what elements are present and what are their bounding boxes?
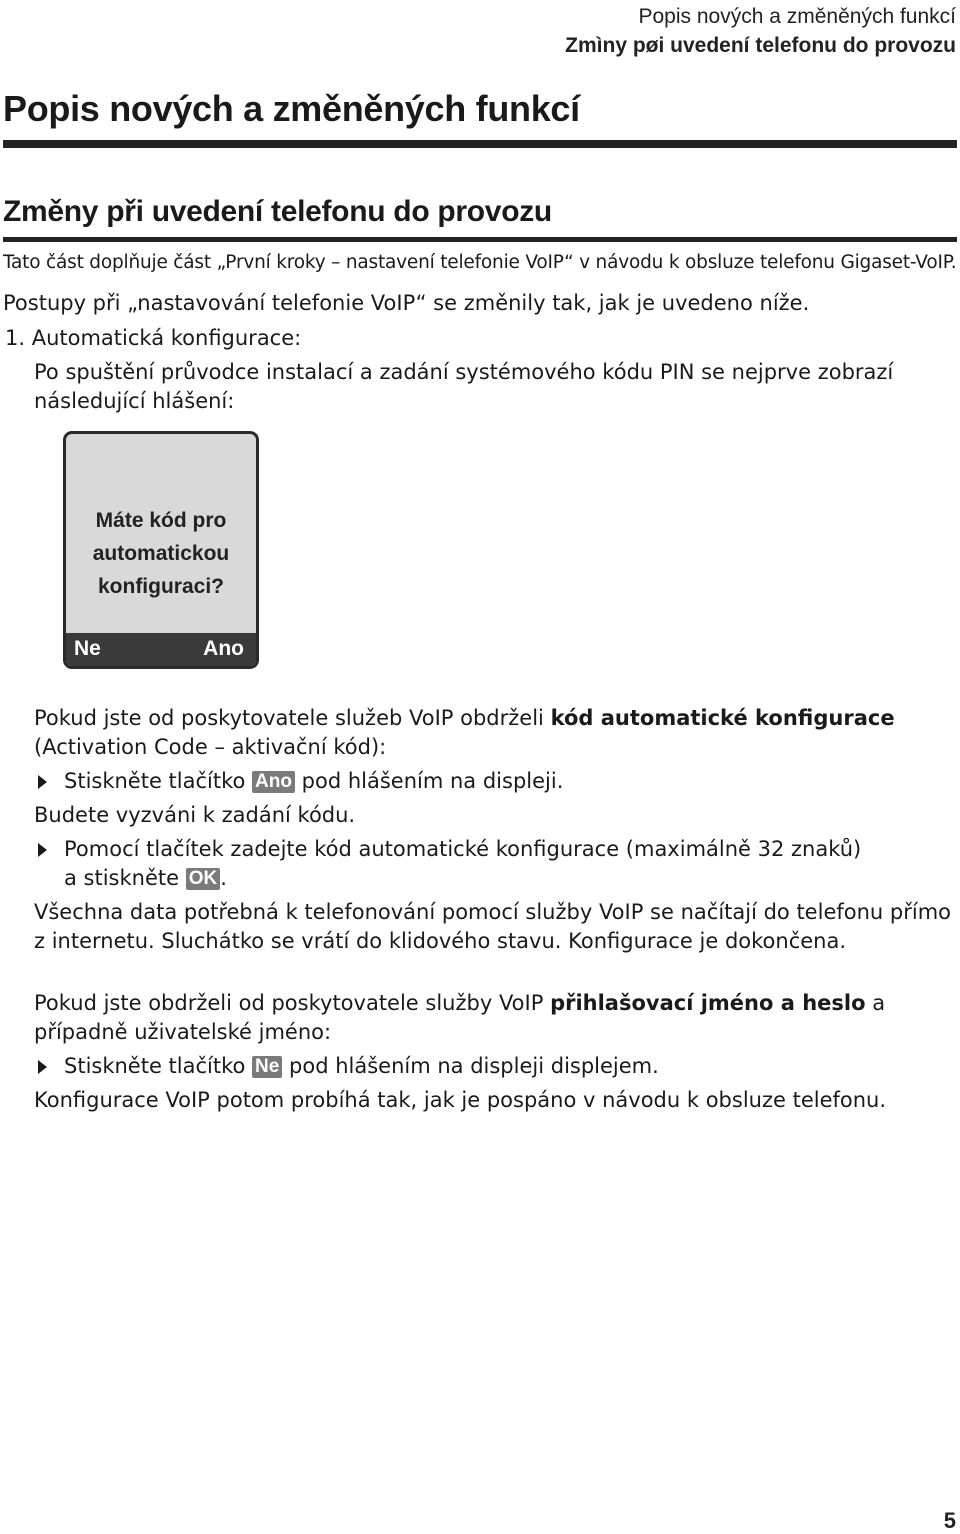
bullet-text: pod hlášením na displeji.	[294, 769, 564, 793]
intro-text-2: Postupy při „nastavování telefonie VoIP“ se změnily tak, jak je uvedeno níže.	[3, 291, 810, 315]
bullet-arrow-icon	[38, 843, 47, 857]
bullet-text: a stiskněte	[64, 866, 186, 890]
login-bold: přihlašovací jméno a heslo	[550, 991, 866, 1015]
softkey-ne[interactable]: Ne	[74, 637, 101, 660]
key-ano: Ano	[252, 771, 295, 793]
display-message	[66, 504, 256, 603]
bullet-arrow-icon	[38, 775, 47, 789]
running-header	[565, 2, 956, 60]
intro-text: Tato část doplňuje část „První kroky – nastavení telefonie VoIP“ v návodu k obsluze telefonu Gigaset-VoIP.	[3, 252, 957, 273]
phone-display	[63, 431, 259, 669]
auto-config-text-2: (Activation Code – aktivační kód):	[34, 735, 387, 759]
auto-config-paragraph	[34, 704, 954, 762]
bullet-text: .	[220, 866, 227, 890]
softkey-bar	[66, 633, 256, 666]
bullet-ne	[34, 1052, 934, 1081]
softkey-ano[interactable]: Ano	[203, 637, 244, 660]
running-header-chapter: Popis nových a změněných funkcí	[638, 5, 956, 28]
bullet-ano	[34, 767, 934, 796]
auto-config-text: Pokud jste od poskytovatele služeb VoIP obdrželi	[34, 706, 551, 730]
data-paragraph: Všechna data potřebná k telefonování pomocí služby VoIP se načítají do telefonu přímo z internetu. Sluchátko se vrátí do klidového stavu. Konfigurace je dokončena.	[34, 900, 951, 953]
title-rule	[3, 140, 957, 148]
key-ok: OK	[186, 868, 221, 890]
bullet-text: pod hlášením na displeji displejem.	[282, 1054, 659, 1078]
page-number: 5	[943, 1508, 956, 1533]
auto-config-bold: kód automatické konfigurace	[550, 706, 895, 730]
bullet-text: Pomocí tlačítek zadejte kód automatické konfigurace (maximálně 32 znaků)	[64, 837, 862, 861]
step-body: Po spuštění průvodce instalací a zadání systémového kódu PIN se nejprve zobrazí následující hlášení:	[34, 360, 894, 413]
running-header-section: Zmìny pøi uvedení telefonu do provozu	[565, 34, 956, 57]
bullet-code	[34, 835, 934, 893]
key-ne: Ne	[252, 1056, 282, 1078]
login-text: Pokud jste obdrželi od poskytovatele služby VoIP	[34, 991, 551, 1015]
display-line: automatickou	[92, 542, 230, 565]
display-line: Máte kód pro	[95, 509, 227, 532]
login-text-2: a případně uživatelské jméno:	[34, 991, 886, 1044]
bullet-text: Stiskněte tlačítko	[64, 769, 253, 793]
login-paragraph	[34, 989, 954, 1047]
bullet-arrow-icon	[38, 1060, 47, 1074]
page-title: Popis nových a změněných funkcí	[3, 88, 580, 129]
display-line: konfiguraci?	[97, 575, 224, 598]
prompt-line: Budete vyzváni k zadání kódu.	[34, 803, 356, 827]
final-paragraph: Konfigurace VoIP potom probíhá tak, jak je pospáno v návodu k obsluze telefonu.	[34, 1088, 887, 1112]
step-title: 1. Automatická konfigurace:	[5, 326, 302, 350]
section-title: Změny při uvedení telefonu do provozu	[3, 195, 552, 228]
bullet-text: Stiskněte tlačítko	[64, 1054, 253, 1078]
section-rule	[3, 237, 957, 242]
